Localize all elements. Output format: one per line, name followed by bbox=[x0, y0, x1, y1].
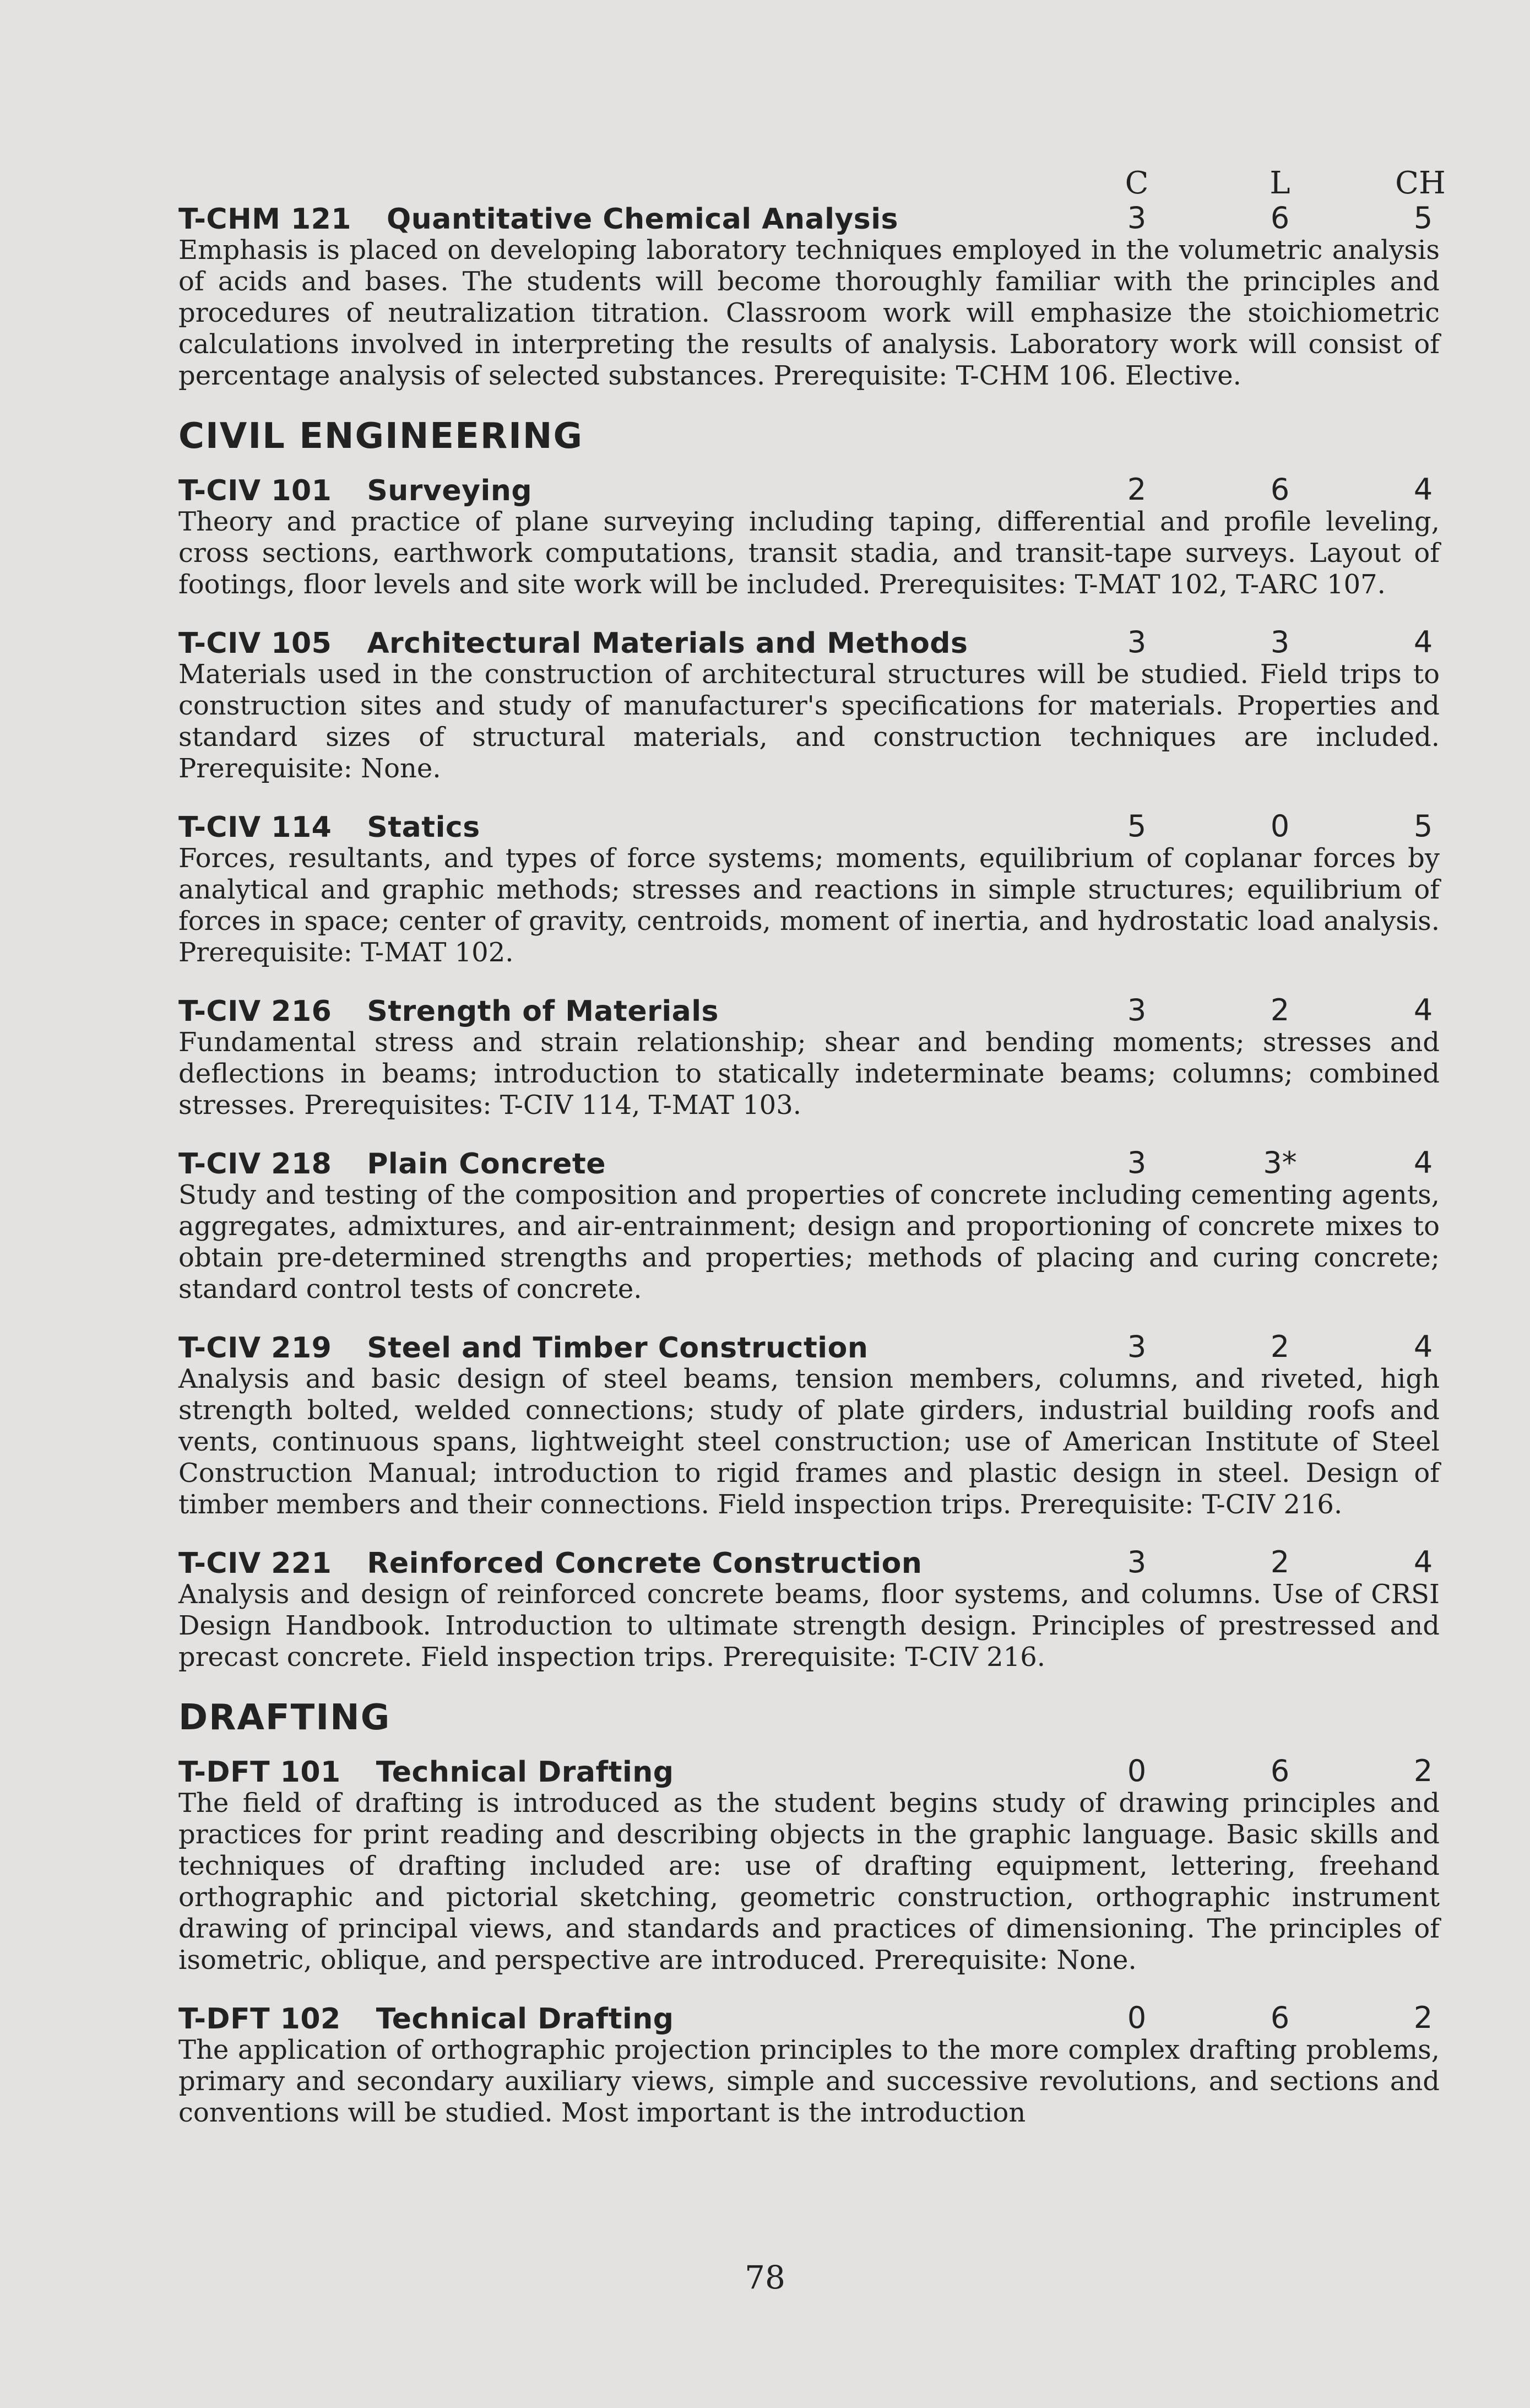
page-number: 78 bbox=[745, 2259, 785, 2296]
course-title: Statics bbox=[367, 811, 480, 844]
course-l-value: 2 bbox=[1270, 993, 1290, 1027]
course-title: Surveying bbox=[367, 474, 533, 507]
course-c-value: 3 bbox=[1127, 625, 1147, 659]
course-description: Study and testing of the composition and properties of concrete including cementing agents, aggregates, admixtures, and air-entrainment; design and proportioning of concrete mixes to obtain pre-determined strengths and properties; methods of placing and curing concrete; standard control tests of concrete. bbox=[178, 1179, 1440, 1305]
course-header bbox=[178, 1754, 1440, 1788]
course-code: T-DFT 101 bbox=[178, 1756, 341, 1789]
course-description: Materials used in the construction of architectural structures will be studied. Field trips to construction sites and study of manufacturer's specifications for materials. Properties and standard sizes of structural materials, and construction techniques are included. Prerequisite: None. bbox=[178, 659, 1440, 784]
course-code: T-CIV 114 bbox=[178, 811, 332, 844]
course-l-value: 3* bbox=[1263, 1145, 1297, 1180]
course-title: Quantitative Chemical Analysis bbox=[387, 203, 899, 236]
course-description: Fundamental stress and strain relationship; shear and bending moments; stresses and deflections in beams; introduction to statically indeterminate beams; columns; combined stresses. Prerequisites: T-CIV 114, T-MAT 103. bbox=[178, 1027, 1440, 1121]
section-heading-civil-engineering: CIVIL ENGINEERING bbox=[178, 416, 583, 457]
course-l-value: 2 bbox=[1270, 1545, 1290, 1579]
course-header bbox=[178, 625, 1440, 659]
course-title: Reinforced Concrete Construction bbox=[367, 1547, 923, 1580]
course-c-value: 2 bbox=[1127, 472, 1147, 507]
course-code: T-CHM 121 bbox=[178, 203, 351, 236]
course-title: Plain Concrete bbox=[367, 1148, 606, 1181]
course-header bbox=[178, 472, 1440, 506]
course-ch-value: 4 bbox=[1413, 993, 1433, 1027]
course-header bbox=[178, 1545, 1440, 1579]
course-ch-value: 2 bbox=[1413, 2000, 1433, 2035]
course-title: Technical Drafting bbox=[376, 1756, 674, 1789]
course-description: Analysis and design of reinforced concrete beams, floor systems, and columns. Use of CRSI Design Handbook. Introduction to ultimate strength design. Principles of prestressed and precast concrete. Field inspection trips. Prerequisite: T-CIV 216. bbox=[178, 1579, 1440, 1673]
course-title: Architectural Materials and Methods bbox=[367, 627, 968, 660]
course-c-value: 3 bbox=[1127, 1145, 1147, 1180]
course-l-value: 3 bbox=[1270, 625, 1290, 659]
course-description: Theory and practice of plane surveying including taping, differential and profile leveling, cross sections, earthwork computations, transit stadia, and transit-tape surveys. Layout of footings, floor levels and site work will be included. Prerequisites: T-MAT 102, T-ARC 107. bbox=[178, 506, 1440, 600]
section-heading-drafting: DRAFTING bbox=[178, 1697, 391, 1738]
course-entry bbox=[178, 1754, 1440, 1976]
course-c-value: 0 bbox=[1127, 1754, 1147, 1788]
course-l-value: 0 bbox=[1270, 809, 1290, 843]
column-header-c: C bbox=[1125, 165, 1149, 201]
course-description: Analysis and basic design of steel beams, tension members, columns, and riveted, high strength bolted, welded connections; study of plate girders, industrial building roofs and vents, continuous spans, lightweight steel construction; use of American Institute of Steel Construction Manual; introduction to rigid frames and plastic design in steel. Design of timber members and their connections. Field inspection trips. Prerequisite: T-CIV 216. bbox=[178, 1363, 1440, 1520]
course-ch-value: 4 bbox=[1413, 1145, 1433, 1180]
course-code: T-CIV 218 bbox=[178, 1148, 332, 1181]
course-header bbox=[178, 2000, 1440, 2034]
course-ch-value: 4 bbox=[1413, 1545, 1433, 1579]
course-c-value: 3 bbox=[1127, 1545, 1147, 1579]
course-c-value: 3 bbox=[1127, 201, 1147, 235]
course-header bbox=[178, 993, 1440, 1027]
column-header-l: L bbox=[1269, 165, 1290, 201]
course-l-value: 2 bbox=[1270, 1329, 1290, 1364]
course-description: Forces, resultants, and types of force systems; moments, equilibrium of coplanar forces by analytical and graphic methods; stresses and reactions in simple structures; equilibrium of forces in space; center of gravity, centroids, moment of inertia, and hydrostatic load analysis. Prerequisite: T-MAT 102. bbox=[178, 843, 1440, 968]
course-c-value: 5 bbox=[1127, 809, 1147, 843]
column-header-ch: CH bbox=[1395, 165, 1446, 201]
course-l-value: 6 bbox=[1270, 2000, 1290, 2035]
course-entry bbox=[178, 1145, 1440, 1305]
course-header bbox=[178, 1145, 1440, 1179]
course-c-value: 3 bbox=[1127, 1329, 1147, 1364]
course-entry bbox=[178, 993, 1440, 1121]
course-ch-value: 4 bbox=[1413, 625, 1433, 659]
course-title: Steel and Timber Construction bbox=[367, 1332, 869, 1365]
course-l-value: 6 bbox=[1270, 201, 1290, 235]
course-entry bbox=[178, 625, 1440, 784]
course-c-value: 0 bbox=[1127, 2000, 1147, 2035]
course-code: T-CIV 216 bbox=[178, 995, 332, 1028]
course-entry bbox=[178, 1329, 1440, 1520]
course-entry bbox=[178, 809, 1440, 968]
course-code: T-DFT 102 bbox=[178, 2003, 341, 2036]
course-l-value: 6 bbox=[1270, 472, 1290, 507]
course-c-value: 3 bbox=[1127, 993, 1147, 1027]
course-ch-value: 2 bbox=[1413, 1754, 1433, 1788]
course-header bbox=[178, 201, 1440, 235]
course-description: The field of drafting is introduced as the student begins study of drawing principles and practices for print reading and describing objects in the graphic language. Basic skills and techniques of drafting included are: use of drafting equipment, lettering, freehand orthographic and pictorial sketching, geometric construction, orthographic instrument drawing of principal views, and standards and practices of dimensioning. The principles of isometric, oblique, and perspective are introduced. Prerequisite: None. bbox=[178, 1788, 1440, 1976]
course-description: The application of orthographic projection principles to the more complex drafting problems, primary and secondary auxiliary views, simple and successive revolutions, and sections and conventions will be studied. Most important is the introduction bbox=[178, 2034, 1440, 2128]
course-ch-value: 5 bbox=[1413, 809, 1433, 843]
course-description: Emphasis is placed on developing laboratory techniques employed in the volumetric analysis of acids and bases. The students will become thoroughly familiar with the principles and procedures of neutralization titration. Classroom work will emphasize the stoichiometric calculations involved in interpreting the results of analysis. Laboratory work will consist of percentage analysis of selected substances. Prerequisite: T-CHM 106. Elective. bbox=[178, 235, 1440, 391]
column-headers bbox=[178, 165, 1446, 201]
course-ch-value: 4 bbox=[1413, 472, 1433, 507]
course-entry bbox=[178, 1545, 1440, 1673]
course-entry bbox=[178, 201, 1440, 392]
course-entry bbox=[178, 2000, 1440, 2129]
catalog-page bbox=[178, 165, 1446, 2153]
course-header bbox=[178, 809, 1440, 843]
course-code: T-CIV 105 bbox=[178, 627, 332, 660]
course-title: Technical Drafting bbox=[376, 2003, 674, 2036]
course-code: T-CIV 101 bbox=[178, 474, 332, 507]
course-code: T-CIV 221 bbox=[178, 1547, 332, 1580]
course-ch-value: 4 bbox=[1413, 1329, 1433, 1364]
course-entry bbox=[178, 472, 1440, 600]
course-ch-value: 5 bbox=[1413, 201, 1433, 235]
course-title: Strength of Materials bbox=[367, 995, 719, 1028]
course-l-value: 6 bbox=[1270, 1754, 1290, 1788]
course-code: T-CIV 219 bbox=[178, 1332, 332, 1365]
course-header bbox=[178, 1329, 1440, 1363]
